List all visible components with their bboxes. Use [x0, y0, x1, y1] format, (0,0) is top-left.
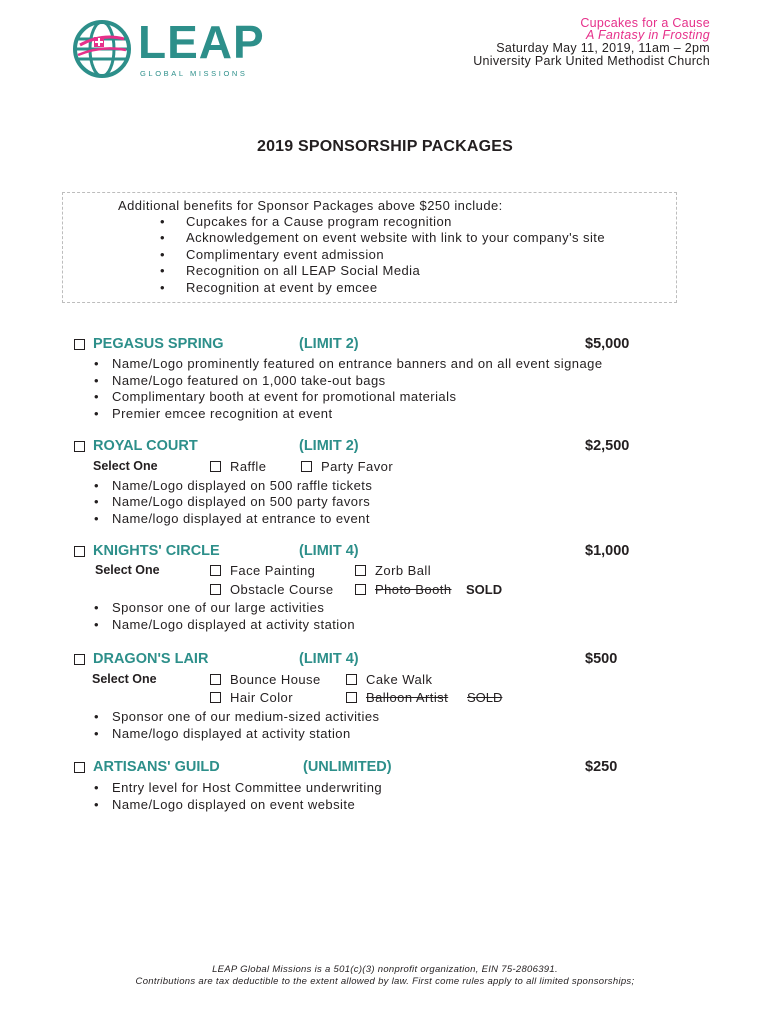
package-limit: (LIMIT 2)	[299, 336, 359, 352]
logo-wordmark: LEAP	[138, 16, 265, 68]
package-price: $500	[585, 651, 618, 667]
option-photo-booth	[355, 582, 452, 597]
option-face-painting[interactable]	[210, 563, 315, 578]
footer-tax-note: Contributions are tax deductible to the extent allowed by law. First come rules apply to all limited sponsorships;	[135, 976, 635, 987]
option-obstacle-course[interactable]	[210, 582, 334, 597]
bullet-dot: •	[160, 214, 165, 229]
package-bullet: Name/logo displayed at entrance to event	[112, 511, 370, 526]
package-bullet: Name/Logo displayed on 500 raffle tickets	[112, 478, 373, 493]
benefits-intro: Additional benefits for Sponsor Packages above $250 include:	[118, 198, 503, 213]
package-limit: (LIMIT 2)	[299, 438, 359, 454]
event-name: Cupcakes for a Cause	[580, 16, 710, 30]
package-bullet: Name/Logo prominently featured on entrance banners and on all event signage	[112, 356, 603, 371]
package-limit: (LIMIT 4)	[299, 543, 359, 559]
option-hair-color[interactable]	[210, 690, 293, 705]
bullet-dot: •	[160, 263, 165, 278]
option-checkbox[interactable]	[346, 674, 357, 685]
option-party-favor[interactable]	[301, 459, 393, 474]
bullet-dot: •	[94, 780, 99, 795]
package-name-royal-court: ROYAL COURT	[93, 438, 198, 454]
bullet-dot: •	[94, 356, 99, 371]
bullet-dot: •	[94, 726, 99, 741]
package-bullet: Sponsor one of our large activities	[112, 600, 325, 615]
benefit-item: Complimentary event admission	[186, 247, 385, 262]
option-label: Photo Booth	[375, 582, 452, 597]
package-bullet: Sponsor one of our medium-sized activities	[112, 709, 380, 724]
event-date: Saturday May 11, 2019, 11am – 2pm	[496, 41, 710, 55]
event-venue: University Park United Methodist Church	[473, 54, 710, 68]
package-name-pegasus-spring: PEGASUS SPRING	[93, 336, 224, 352]
pegasus-spring-checkbox[interactable]	[74, 339, 85, 350]
package-bullet: Complimentary booth at event for promotional materials	[112, 389, 457, 404]
page-title: 2019 SPONSORSHIP PACKAGES	[256, 138, 514, 155]
benefit-item: Cupcakes for a Cause program recognition	[186, 214, 452, 229]
select-one-label: Select One	[95, 563, 160, 577]
option-label: Zorb Ball	[375, 563, 432, 578]
option-label: Party Favor	[321, 459, 394, 474]
select-one-label: Select One	[92, 672, 157, 686]
package-price: $2,500	[585, 438, 630, 454]
option-checkbox[interactable]	[210, 584, 221, 595]
bullet-dot: •	[94, 709, 99, 724]
option-balloon-artist	[346, 690, 448, 705]
option-checkbox	[346, 692, 357, 703]
package-price: $5,000	[585, 336, 630, 352]
option-label: Bounce House	[230, 672, 321, 687]
globe-icon	[72, 19, 132, 79]
option-label: Balloon Artist	[366, 690, 449, 705]
option-checkbox	[355, 584, 366, 595]
bullet-dot: •	[94, 494, 99, 509]
bullet-dot: •	[94, 511, 99, 526]
bullet-dot: •	[94, 373, 99, 388]
option-checkbox[interactable]	[210, 692, 221, 703]
option-checkbox[interactable]	[301, 461, 312, 472]
option-checkbox[interactable]	[355, 565, 366, 576]
option-checkbox[interactable]	[210, 461, 221, 472]
option-checkbox[interactable]	[210, 565, 221, 576]
select-one-label: Select One	[93, 459, 158, 473]
package-limit: (LIMIT 4)	[299, 651, 359, 667]
bullet-dot: •	[160, 280, 165, 295]
sold-badge: SOLD	[466, 582, 503, 597]
package-bullet: Name/Logo displayed on 500 party favors	[112, 494, 371, 509]
package-bullet: Premier emcee recognition at event	[112, 406, 333, 421]
sold-badge: SOLD	[467, 690, 503, 705]
bullet-dot: •	[160, 247, 165, 262]
benefit-item: Recognition at event by emcee	[186, 280, 378, 295]
bullet-dot: •	[160, 230, 165, 245]
logo-subtitle: GLOBAL MISSIONS	[140, 69, 248, 78]
package-name-dragons-lair: DRAGON'S LAIR	[93, 651, 209, 667]
bullet-dot: •	[94, 600, 99, 615]
package-bullet: Name/Logo featured on 1,000 take-out bags	[112, 373, 386, 388]
bullet-dot: •	[94, 389, 99, 404]
option-cake-walk[interactable]	[346, 672, 432, 687]
event-tagline: A Fantasy in Frosting	[586, 28, 710, 42]
option-raffle[interactable]	[210, 459, 266, 474]
option-checkbox[interactable]	[210, 674, 221, 685]
leap-logo	[72, 16, 265, 81]
package-name-knights-circle: KNIGHTS' CIRCLE	[93, 543, 220, 559]
package-price: $1,000	[585, 543, 630, 559]
option-label: Hair Color	[230, 690, 294, 705]
package-name-artisans-guild: ARTISANS' GUILD	[93, 759, 220, 775]
package-bullet: Name/Logo displayed at activity station	[112, 617, 356, 632]
option-bounce-house[interactable]	[210, 672, 321, 687]
royal-court-checkbox[interactable]	[74, 441, 85, 452]
benefit-item: Recognition on all LEAP Social Media	[186, 263, 421, 278]
package-limit: (UNLIMITED)	[303, 759, 392, 775]
artisans-guild-checkbox[interactable]	[74, 762, 85, 773]
bullet-dot: •	[94, 617, 99, 632]
bullet-dot: •	[94, 478, 99, 493]
option-label: Obstacle Course	[230, 582, 334, 597]
benefit-item: Acknowledgement on event website with link to your company's site	[186, 230, 606, 245]
dragons-lair-checkbox[interactable]	[74, 654, 85, 665]
package-bullet: Name/logo displayed at activity station	[112, 726, 351, 741]
package-bullet: Name/Logo displayed on event website	[112, 797, 356, 812]
knights-circle-checkbox[interactable]	[74, 546, 85, 557]
footer-nonprofit-note: LEAP Global Missions is a 501(c)(3) nonprofit organization, EIN 75-2806391.	[212, 964, 558, 975]
bullet-dot: •	[94, 797, 99, 812]
package-bullet: Entry level for Host Committee underwriting	[112, 780, 383, 795]
bullet-dot: •	[94, 406, 99, 421]
option-label: Cake Walk	[366, 672, 433, 687]
option-zorb-ball[interactable]	[355, 563, 431, 578]
option-label: Raffle	[230, 459, 267, 474]
package-price: $250	[585, 759, 618, 775]
option-label: Face Painting	[230, 563, 316, 578]
